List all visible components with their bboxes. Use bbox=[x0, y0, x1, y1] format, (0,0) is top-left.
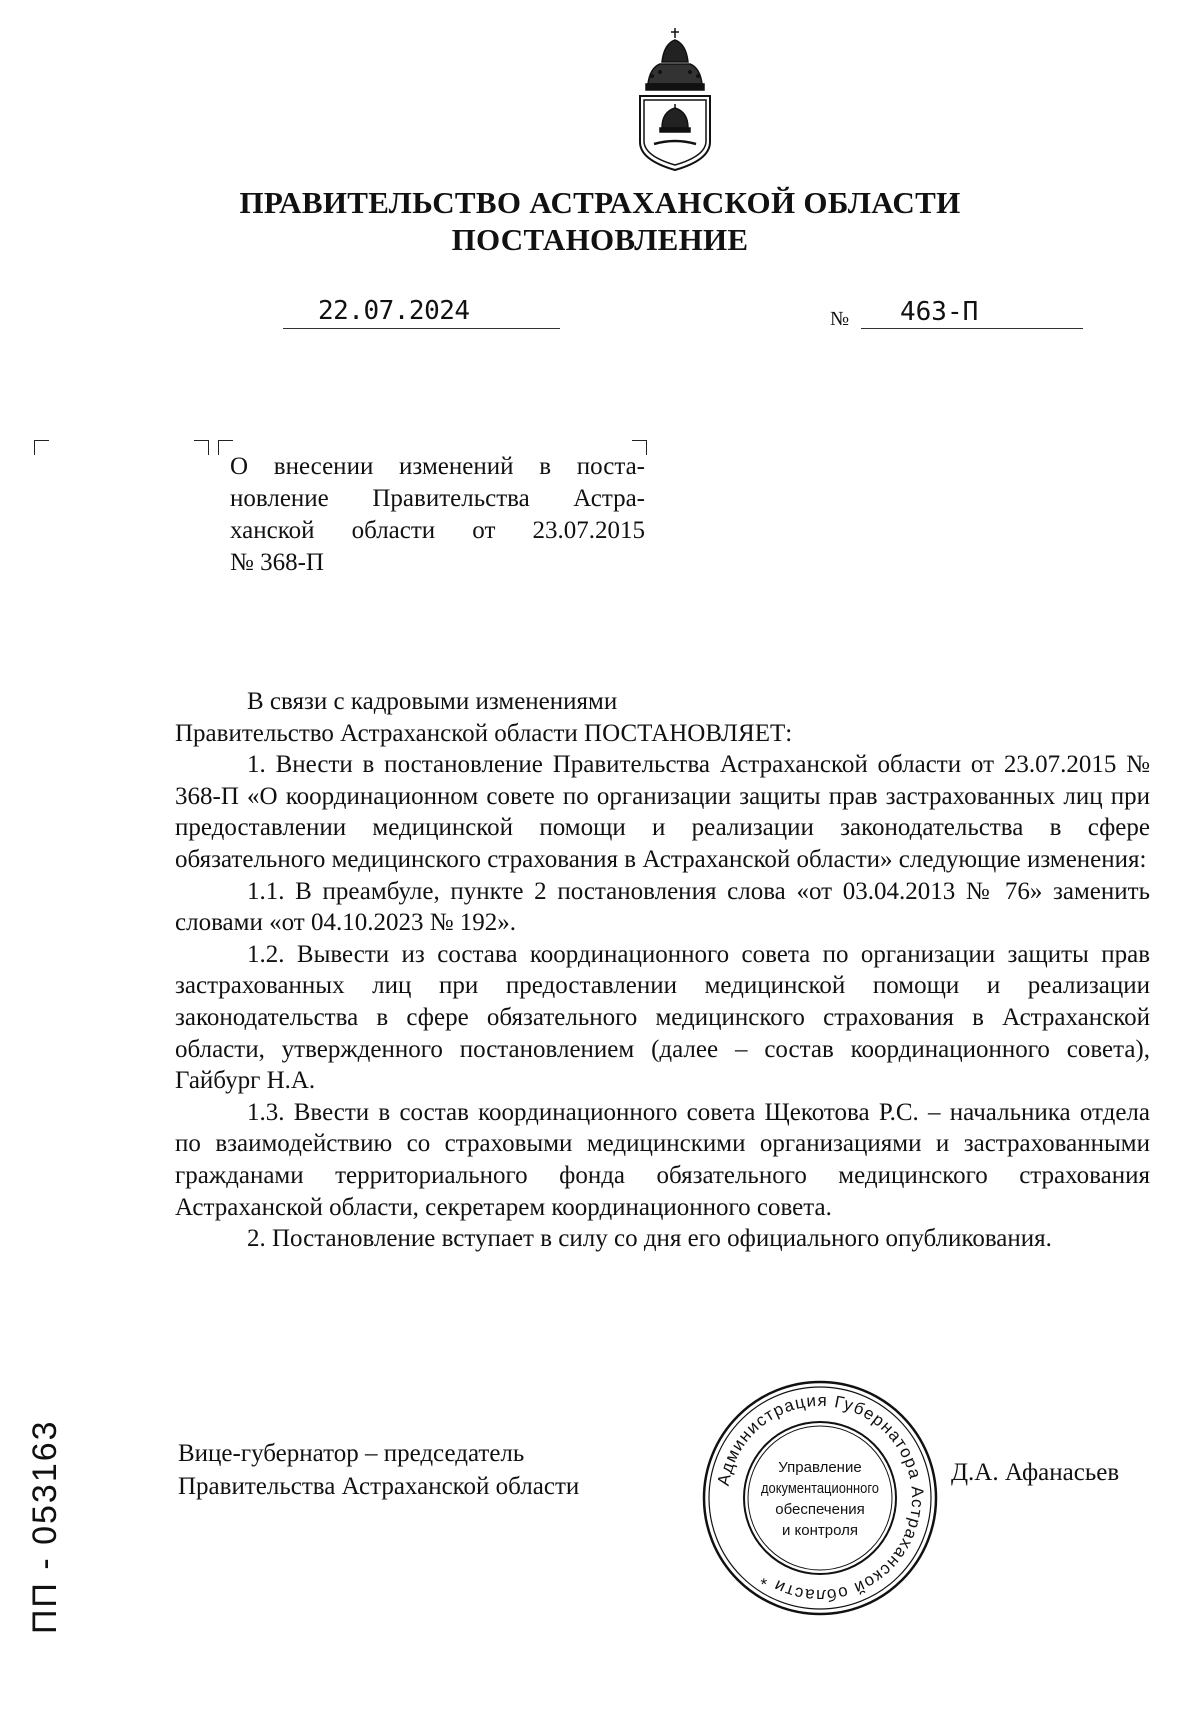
subject-line: № 368-П bbox=[230, 549, 324, 576]
item-1: 1. Внести в постановление Правительства Астраханской области от 23.07.2015 № 368-П «О координационном совете по организации защиты прав застрахованных лиц при предоставлении медицинской помощи и реализации законодательства в сфере обязательного медицинского страхования в Астраханской области» следующие изменения: bbox=[175, 751, 1150, 873]
stamp-center-line: обеспечения bbox=[775, 1501, 865, 1518]
number-underline bbox=[861, 328, 1083, 329]
item-1-2: 1.2. Вывести из состава координационного совета по организации защиты прав застрахованных лиц при предоставлении медицинской помощи и реализации законодательства в сфере обязательного медицинского страхования в Астраханской области, утвержденного постановлением (далее – состав координационного совета), Гайбург Н.А. bbox=[175, 940, 1150, 1095]
number-sign: № bbox=[830, 308, 850, 330]
side-registration-code bbox=[24, 1398, 64, 1638]
stamp-center-line: Управление bbox=[778, 1459, 862, 1476]
subject-line: новление Правительства Астра- bbox=[230, 485, 645, 512]
item-1-3: 1.3. Ввести в состав координационного совета Щекотова Р.С. – начальника отдела по взаимодействию со страховыми медицинскими организациями и застрахованными гражданами территориального фонда обязательного медицинского страхования Астраханской области, секретарем координационного совета. bbox=[175, 1098, 1150, 1221]
corner-mark bbox=[34, 440, 49, 455]
signatory-position bbox=[178, 1437, 579, 1503]
side-code-text: ПП - 053163 bbox=[26, 1419, 64, 1634]
coat-of-arms-icon bbox=[632, 24, 718, 174]
document-number: 463-П bbox=[900, 297, 979, 327]
date-underline bbox=[283, 328, 560, 329]
position-line: Вице-губернатор – председатель bbox=[178, 1440, 525, 1467]
official-stamp bbox=[700, 1378, 940, 1618]
stamp-center-line: документационного bbox=[761, 1480, 879, 1497]
corner-mark bbox=[194, 440, 209, 455]
document-body bbox=[175, 686, 1150, 1255]
position-line: Правительства Астраханской области bbox=[178, 1473, 580, 1500]
signatory-name: Д.А. Афанасьев bbox=[951, 1459, 1120, 1486]
document-header bbox=[0, 184, 1200, 258]
item-1-1: 1.1. В преамбуле, пункте 2 постановления слова «от 03.04.2013 № 76» заменить словами «от 04.10.2023 № 192». bbox=[175, 877, 1150, 937]
subject-line: О внесении изменений в поста- bbox=[230, 453, 645, 480]
document-date: 22.07.2024 bbox=[318, 296, 470, 326]
intro-paragraph: Правительство Астраханской области ПОСТАНОВЛЯЕТ: bbox=[175, 719, 793, 747]
stamp-ring-text: Администрация Губернатора Астраханской области * bbox=[713, 1390, 928, 1606]
document-type: ПОСТАНОВЛЕНИЕ bbox=[451, 222, 749, 257]
intro-paragraph: В связи с кадровыми изменениями bbox=[247, 688, 618, 715]
document-subject bbox=[230, 451, 645, 579]
government-name: ПРАВИТЕЛЬСТВО АСТРАХАНСКОЙ ОБЛАСТИ bbox=[239, 185, 961, 220]
item-2: 2. Постановление вступает в силу со дня его официального опубликования. bbox=[247, 1225, 1052, 1253]
subject-line: ханской области от 23.07.2015 bbox=[230, 517, 645, 544]
stamp-center-line: и контроля bbox=[781, 1522, 859, 1539]
